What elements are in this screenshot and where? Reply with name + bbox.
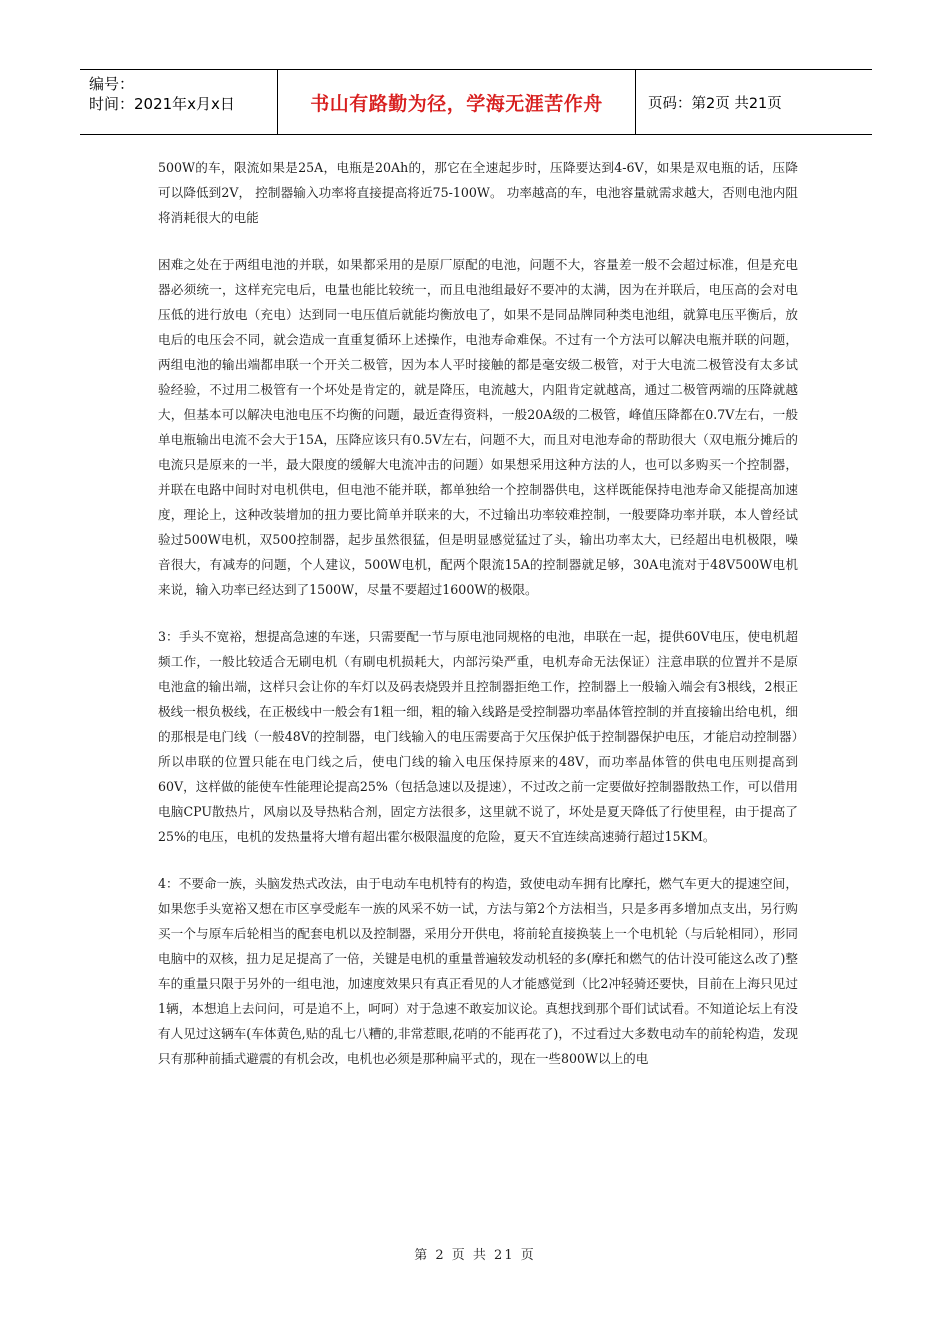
header-meta <box>80 70 278 134</box>
document-number-label: 编号： <box>89 75 135 93</box>
header-page-info: 页码：第2页 共21页 <box>648 95 782 112</box>
paragraph: 500W的车，限流如果是25A，电瓶是20Ah的，那它在全速起步时，压降要达到4-6V，如果是双电瓶的话，压降可以降低到2V， 控制器输入功率将直接提高将近75-100W。 功率越高的车，电池容量就需求越大，否则电池内阻将消耗很大的电能 <box>158 160 798 225</box>
document-body <box>158 155 798 1093</box>
paragraph: 4：不要命一族，头脑发热式改法，由于电动车电机特有的构造，致使电动车拥有比摩托，燃气车更大的提速空间，如果您手头宽裕又想在市区享受彪车一族的风采不妨一试，方法与第2个方法相当，只是多再多增加点支出，另行购买一个与原车后轮相当的配套电机以及控制器，采用分开供电，将前轮直接换装上一个电机轮（与后轮相同），形同电脑中的双核，扭力足足提高了一倍，关键是电机的重量普遍较发动机轻的多(摩托和燃气的估计没可能这么改了)整车的重量只限于另外的一组电池，加速度效果只有真正看见的人才能感觉到（比2冲轻骑还要快，目前在上海只见过1辆，本想追上去问问，可是追不上，呵呵）对于急速不敢妄加议论。真想找到那个哥们试试看。不知道论坛上有没有人见过这辆车(车体黄色,贴的乱七八糟的,非常惹眼,花哨的不能再花了)，不过看过大多数电动车的前轮构造，发现只有那种前插式避震的有机会改，电机也必须是那种扁平式的，现在一些800W以上的电 <box>158 876 798 1066</box>
page-footer: 第 2 页 共 21 页 <box>414 1248 536 1263</box>
header-motto: 书山有路勤为径，学海无涯苦作舟 <box>278 70 636 134</box>
page-header <box>80 69 872 135</box>
document-time-label: 时间：2021年x月x日 <box>89 95 235 113</box>
paragraph: 困难之处在于两组电池的并联，如果都采用的是原厂原配的电池，问题不大，容量差一般不会超过标准，但是充电器必须统一，这样充完电后，电量也能比较统一，而且电池组最好不要冲的太满，因为在并联后，电压高的会对电压低的进行放电（充电）达到同一电压值后就能均衡放电了，如果不是同品牌同种类电池组，就算电压平衡后，放电后的电压会不同，就会造成一直重复循环上述操作，电池寿命难保。不过有一个方法可以解决电瓶并联的问题，两组电池的输出端都串联一个开关二极管，因为本人平时接触的都是毫安级二极管，对于大电流二极管没有太多试验经验，不过用二极管有一个坏处是肯定的，就是降压，电流越大，内阻肯定就越高，通过二极管两端的压降就越大，但基本可以解决电池电压不均衡的问题，最近查得资料，一般20A级的二极管，峰值压降都在0.7V左右，一般单电瓶输出电流不会大于15A，压降应该只有0.5V左右，问题不大，而且对电池寿命的帮助很大（双电瓶分摊后的电流只是原来的一半，最大限度的缓解大电流冲击的问题）如果想采用这种方法的人，也可以多购买一个控制器，并联在电路中间时对电机供电，但电池不能并联，都单独给一个控制器供电，这样既能保持电池寿命又能提高加速度，理论上，这种改装增加的扭力要比简单并联来的大，不过输出功率较难控制，一般要降功率并联，本人曾经试验过500W电机，双500控制器，起步虽然很猛，但是明显感觉猛过了头，输出功率太大，已经超出电机极限，噪音很大，有减寿的问题，个人建议，500W电机，配两个限流15A的控制器就足够，30A电流对于48V500W电机来说，输入功率已经达到了1500W，尽量不要超过1600W的极限。 <box>158 257 798 597</box>
paragraph: 3：手头不宽裕，想提高急速的车迷，只需要配一节与原电池同规格的电池，串联在一起，提供60V电压，使电机超频工作，一般比较适合无刷电机（有刷电机损耗大，内部污染严重，电机寿命无法保证）注意串联的位置并不是原电池盒的输出端，这样只会让你的车灯以及码表烧毁并且控制器拒绝工作，控制器上一般输入端会有3根线，2根正极线一根负极线，在正极线中一般会有1粗一细，粗的输入线路是受控制器功率晶体管控制的并直接输出给电机，细的那根是电门线（一般48V的控制器，电门线输入的电压需要高于欠压保护低于控制器保护电压，才能启动控制器）所以串联的位置只能在电门线之后，使电门线的输入电压保持原来的48V，而功率晶体管的供电电压则提高到60V，这样做的能使车性能理论提高25%（包括急速以及提速），不过改之前一定要做好控制器散热工作，可以借用电脑CPU散热片，风扇以及导热粘合剂，固定方法很多，这里就不说了，坏处是夏天降低了行使里程，由于提高了25%的电压，电机的发热量将大增有超出霍尔极限温度的危险，夏天不宜连续高速骑行超过15KM。 <box>158 629 798 844</box>
